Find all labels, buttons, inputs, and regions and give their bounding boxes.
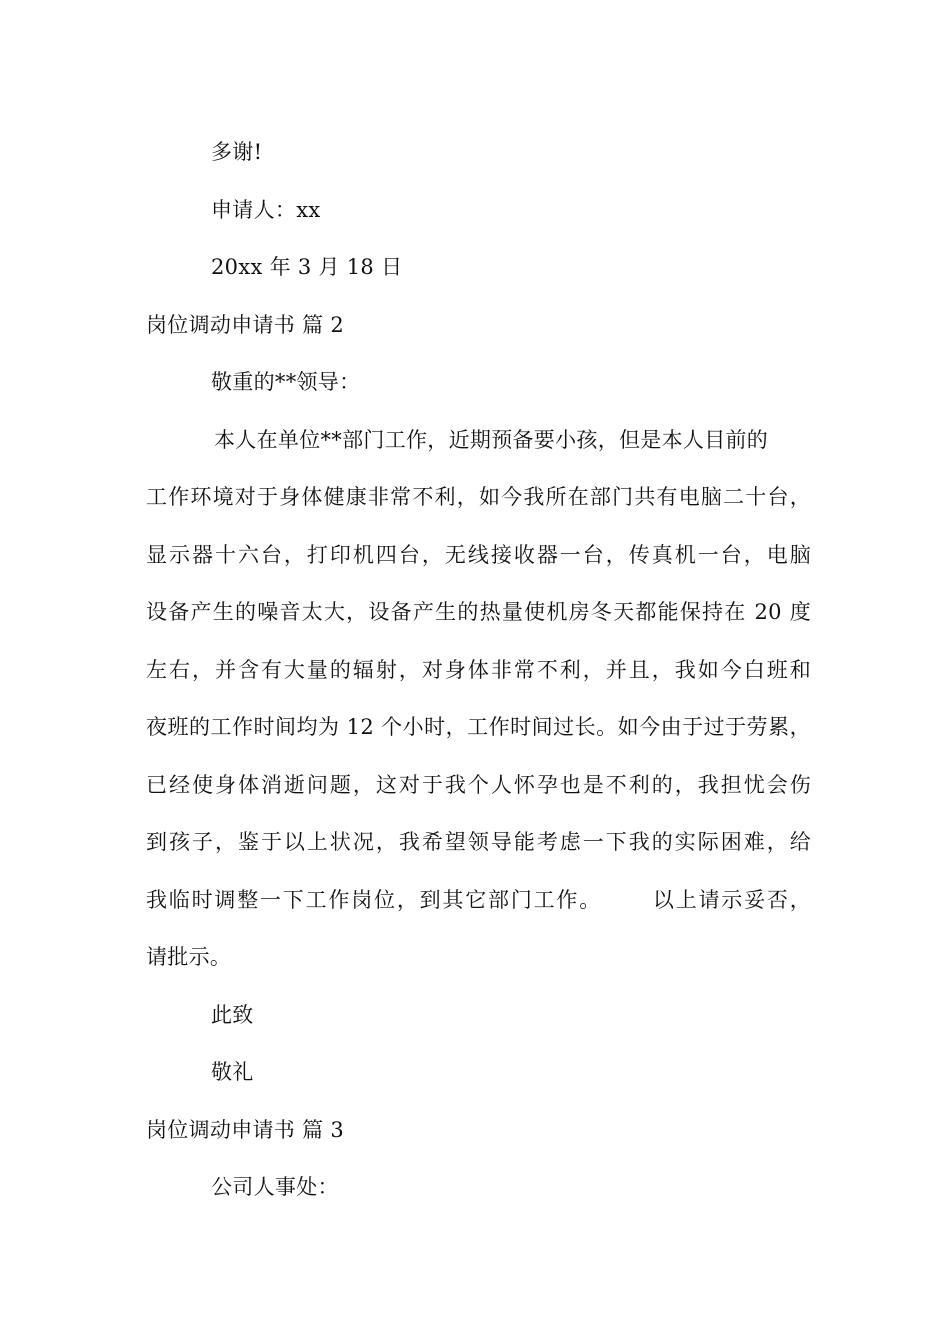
body-line-4: 设备产生的噪音太大，设备产生的热量使机房冬天都能保持在 20 度: [146, 600, 811, 624]
body-line-6: 夜班的工作时间均为 12 个小时，工作时间过长。如今由于过于劳累，: [146, 715, 811, 739]
body-line-7: 已经使身体消逝问题，这对于我个人怀孕也是不利的，我担忧会伤: [146, 773, 811, 797]
section-2-salutation: 敬重的**领导：: [211, 370, 361, 394]
body-line-5: 左右，并含有大量的辐射，对身体非常不利，并且，我如今白班和: [146, 658, 811, 682]
date-line: 20xx 年 3 月 18 日: [211, 255, 403, 279]
body-line-10: 请批示。: [146, 945, 232, 969]
section-2-heading: 岗位调动申请书 篇 2: [146, 313, 345, 337]
body-line-2: 工作环境对于身体健康非常不利，如今我所在部门共有电脑二十台，: [146, 485, 811, 509]
closing-cizhi: 此致: [211, 1003, 254, 1027]
closing-jingli: 敬礼: [211, 1060, 254, 1084]
section-3-heading: 岗位调动申请书 篇 3: [146, 1118, 345, 1142]
body-line-9: 我临时调整一下工作岗位，到其它部门工作。 以上请示妥否，: [146, 888, 811, 912]
thanks-line: 多谢!: [211, 140, 263, 164]
section-3-salutation: 公司人事处：: [211, 1175, 339, 1199]
body-line-3: 显示器十六台，打印机四台，无线接收器一台，传真机一台，电脑: [146, 543, 811, 567]
body-line-1: 本人在单位**部门工作，近期预备要小孩，但是本人目前的: [214, 428, 769, 452]
body-line-8: 到孩子，鉴于以上状况，我希望领导能考虑一下我的实际困难，给: [146, 830, 811, 854]
applicant-line: 申请人：xx: [211, 198, 321, 222]
